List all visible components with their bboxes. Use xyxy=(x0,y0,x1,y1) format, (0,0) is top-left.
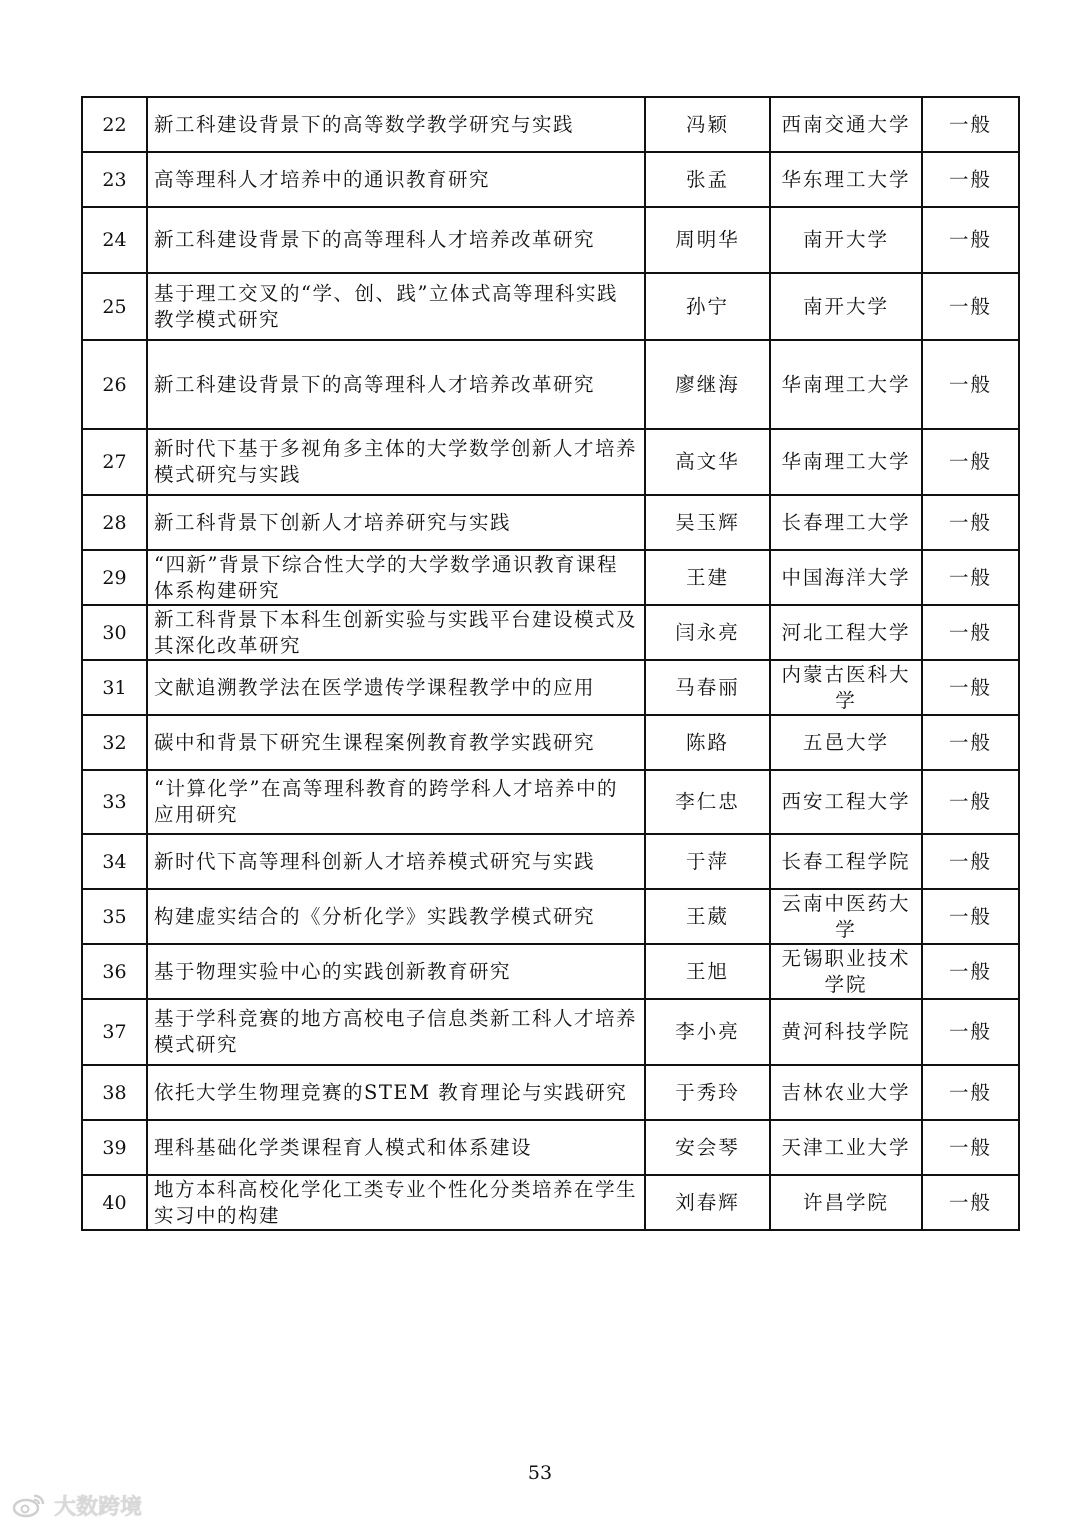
project-level: 一般 xyxy=(922,152,1019,207)
institution: 长春工程学院 xyxy=(770,834,922,889)
project-title: “计算化学”在高等理科教育的跨学科人才培养中的应用研究 xyxy=(147,770,645,834)
project-title: 新工科建设背景下的高等数学教学研究与实践 xyxy=(147,97,645,152)
project-leader: 李小亮 xyxy=(645,999,770,1065)
table-row xyxy=(82,273,1019,340)
table-row xyxy=(82,999,1019,1065)
institution: 天津工业大学 xyxy=(770,1120,922,1175)
project-level: 一般 xyxy=(922,770,1019,834)
table-row xyxy=(82,1175,1019,1230)
project-title: 新时代下高等理科创新人才培养模式研究与实践 xyxy=(147,834,645,889)
project-title: 高等理科人才培养中的通识教育研究 xyxy=(147,152,645,207)
table-row xyxy=(82,770,1019,834)
project-level: 一般 xyxy=(922,999,1019,1065)
row-number: 22 xyxy=(82,97,147,152)
project-level: 一般 xyxy=(922,429,1019,495)
table-row xyxy=(82,207,1019,273)
row-number: 23 xyxy=(82,152,147,207)
row-number: 27 xyxy=(82,429,147,495)
institution: 华南理工大学 xyxy=(770,340,922,429)
row-number: 37 xyxy=(82,999,147,1065)
project-level: 一般 xyxy=(922,944,1019,999)
project-level: 一般 xyxy=(922,550,1019,605)
institution: 南开大学 xyxy=(770,273,922,340)
table-row xyxy=(82,660,1019,715)
project-title: 文献追溯教学法在医学遗传学课程教学中的应用 xyxy=(147,660,645,715)
project-level: 一般 xyxy=(922,889,1019,944)
institution: 黄河科技学院 xyxy=(770,999,922,1065)
institution: 云南中医药大学 xyxy=(770,889,922,944)
institution: 吉林农业大学 xyxy=(770,1065,922,1120)
page-number: 53 xyxy=(527,1462,553,1484)
table-row xyxy=(82,429,1019,495)
project-level: 一般 xyxy=(922,605,1019,660)
project-leader: 孙宁 xyxy=(645,273,770,340)
row-number: 30 xyxy=(82,605,147,660)
project-level: 一般 xyxy=(922,273,1019,340)
project-title: 基于物理实验中心的实践创新教育研究 xyxy=(147,944,645,999)
project-title: 基于理工交叉的“学、创、践”立体式高等理科实践教学模式研究 xyxy=(147,273,645,340)
project-leader: 安会琴 xyxy=(645,1120,770,1175)
project-level: 一般 xyxy=(922,834,1019,889)
row-number: 40 xyxy=(82,1175,147,1230)
institution: 南开大学 xyxy=(770,207,922,273)
table-row xyxy=(82,944,1019,999)
project-leader: 王建 xyxy=(645,550,770,605)
project-title: 新工科建设背景下的高等理科人才培养改革研究 xyxy=(147,340,645,429)
institution: 西南交通大学 xyxy=(770,97,922,152)
project-table xyxy=(81,96,1020,1231)
table-row xyxy=(82,834,1019,889)
project-title: 理科基础化学类课程育人模式和体系建设 xyxy=(147,1120,645,1175)
project-leader: 闫永亮 xyxy=(645,605,770,660)
project-level: 一般 xyxy=(922,1120,1019,1175)
row-number: 26 xyxy=(82,340,147,429)
watermark xyxy=(12,1490,142,1520)
project-leader: 陈路 xyxy=(645,715,770,770)
project-level: 一般 xyxy=(922,1175,1019,1230)
institution: 长春理工大学 xyxy=(770,495,922,550)
project-level: 一般 xyxy=(922,495,1019,550)
institution: 无锡职业技术学院 xyxy=(770,944,922,999)
institution: 西安工程大学 xyxy=(770,770,922,834)
project-level: 一般 xyxy=(922,340,1019,429)
project-title: 新工科背景下本科生创新实验与实践平台建设模式及其深化改革研究 xyxy=(147,605,645,660)
project-level: 一般 xyxy=(922,1065,1019,1120)
row-number: 36 xyxy=(82,944,147,999)
institution: 河北工程大学 xyxy=(770,605,922,660)
table-row xyxy=(82,152,1019,207)
project-leader: 刘春辉 xyxy=(645,1175,770,1230)
table-row xyxy=(82,550,1019,605)
project-title: 新工科背景下创新人才培养研究与实践 xyxy=(147,495,645,550)
institution: 华东理工大学 xyxy=(770,152,922,207)
table-row xyxy=(82,1120,1019,1175)
table-row xyxy=(82,1065,1019,1120)
table-row xyxy=(82,340,1019,429)
row-number: 28 xyxy=(82,495,147,550)
table-row xyxy=(82,605,1019,660)
institution: 华南理工大学 xyxy=(770,429,922,495)
row-number: 39 xyxy=(82,1120,147,1175)
project-leader: 吴玉辉 xyxy=(645,495,770,550)
project-leader: 于秀玲 xyxy=(645,1065,770,1120)
project-level: 一般 xyxy=(922,97,1019,152)
project-leader: 冯颖 xyxy=(645,97,770,152)
project-title: “四新”背景下综合性大学的大学数学通识教育课程体系构建研究 xyxy=(147,550,645,605)
project-leader: 马春丽 xyxy=(645,660,770,715)
row-number: 32 xyxy=(82,715,147,770)
table-row xyxy=(82,715,1019,770)
project-level: 一般 xyxy=(922,207,1019,273)
project-title: 依托大学生物理竞赛的STEM 教育理论与实践研究 xyxy=(147,1065,645,1120)
project-leader: 王葳 xyxy=(645,889,770,944)
project-leader: 于萍 xyxy=(645,834,770,889)
row-number: 29 xyxy=(82,550,147,605)
row-number: 24 xyxy=(82,207,147,273)
row-number: 34 xyxy=(82,834,147,889)
row-number: 31 xyxy=(82,660,147,715)
project-leader: 张孟 xyxy=(645,152,770,207)
institution: 中国海洋大学 xyxy=(770,550,922,605)
weibo-logo-icon xyxy=(12,1492,46,1518)
project-leader: 王旭 xyxy=(645,944,770,999)
project-leader: 周明华 xyxy=(645,207,770,273)
institution: 内蒙古医科大学 xyxy=(770,660,922,715)
project-title: 基于学科竞赛的地方高校电子信息类新工科人才培养模式研究 xyxy=(147,999,645,1065)
row-number: 25 xyxy=(82,273,147,340)
project-title: 构建虚实结合的《分析化学》实践教学模式研究 xyxy=(147,889,645,944)
table-row xyxy=(82,97,1019,152)
project-title: 新工科建设背景下的高等理科人才培养改革研究 xyxy=(147,207,645,273)
row-number: 33 xyxy=(82,770,147,834)
table-row xyxy=(82,889,1019,944)
project-leader: 李仁忠 xyxy=(645,770,770,834)
project-level: 一般 xyxy=(922,660,1019,715)
institution: 五邑大学 xyxy=(770,715,922,770)
project-title: 地方本科高校化学化工类专业个性化分类培养在学生实习中的构建 xyxy=(147,1175,645,1230)
watermark-text: 大数跨境 xyxy=(54,1494,143,1520)
project-title: 碳中和背景下研究生课程案例教育教学实践研究 xyxy=(147,715,645,770)
project-table-body xyxy=(82,97,1019,1230)
project-leader: 高文华 xyxy=(645,429,770,495)
row-number: 35 xyxy=(82,889,147,944)
table-row xyxy=(82,495,1019,550)
project-leader: 廖继海 xyxy=(645,340,770,429)
project-level: 一般 xyxy=(922,715,1019,770)
institution: 许昌学院 xyxy=(770,1175,922,1230)
row-number: 38 xyxy=(82,1065,147,1120)
project-title: 新时代下基于多视角多主体的大学数学创新人才培养模式研究与实践 xyxy=(147,429,645,495)
